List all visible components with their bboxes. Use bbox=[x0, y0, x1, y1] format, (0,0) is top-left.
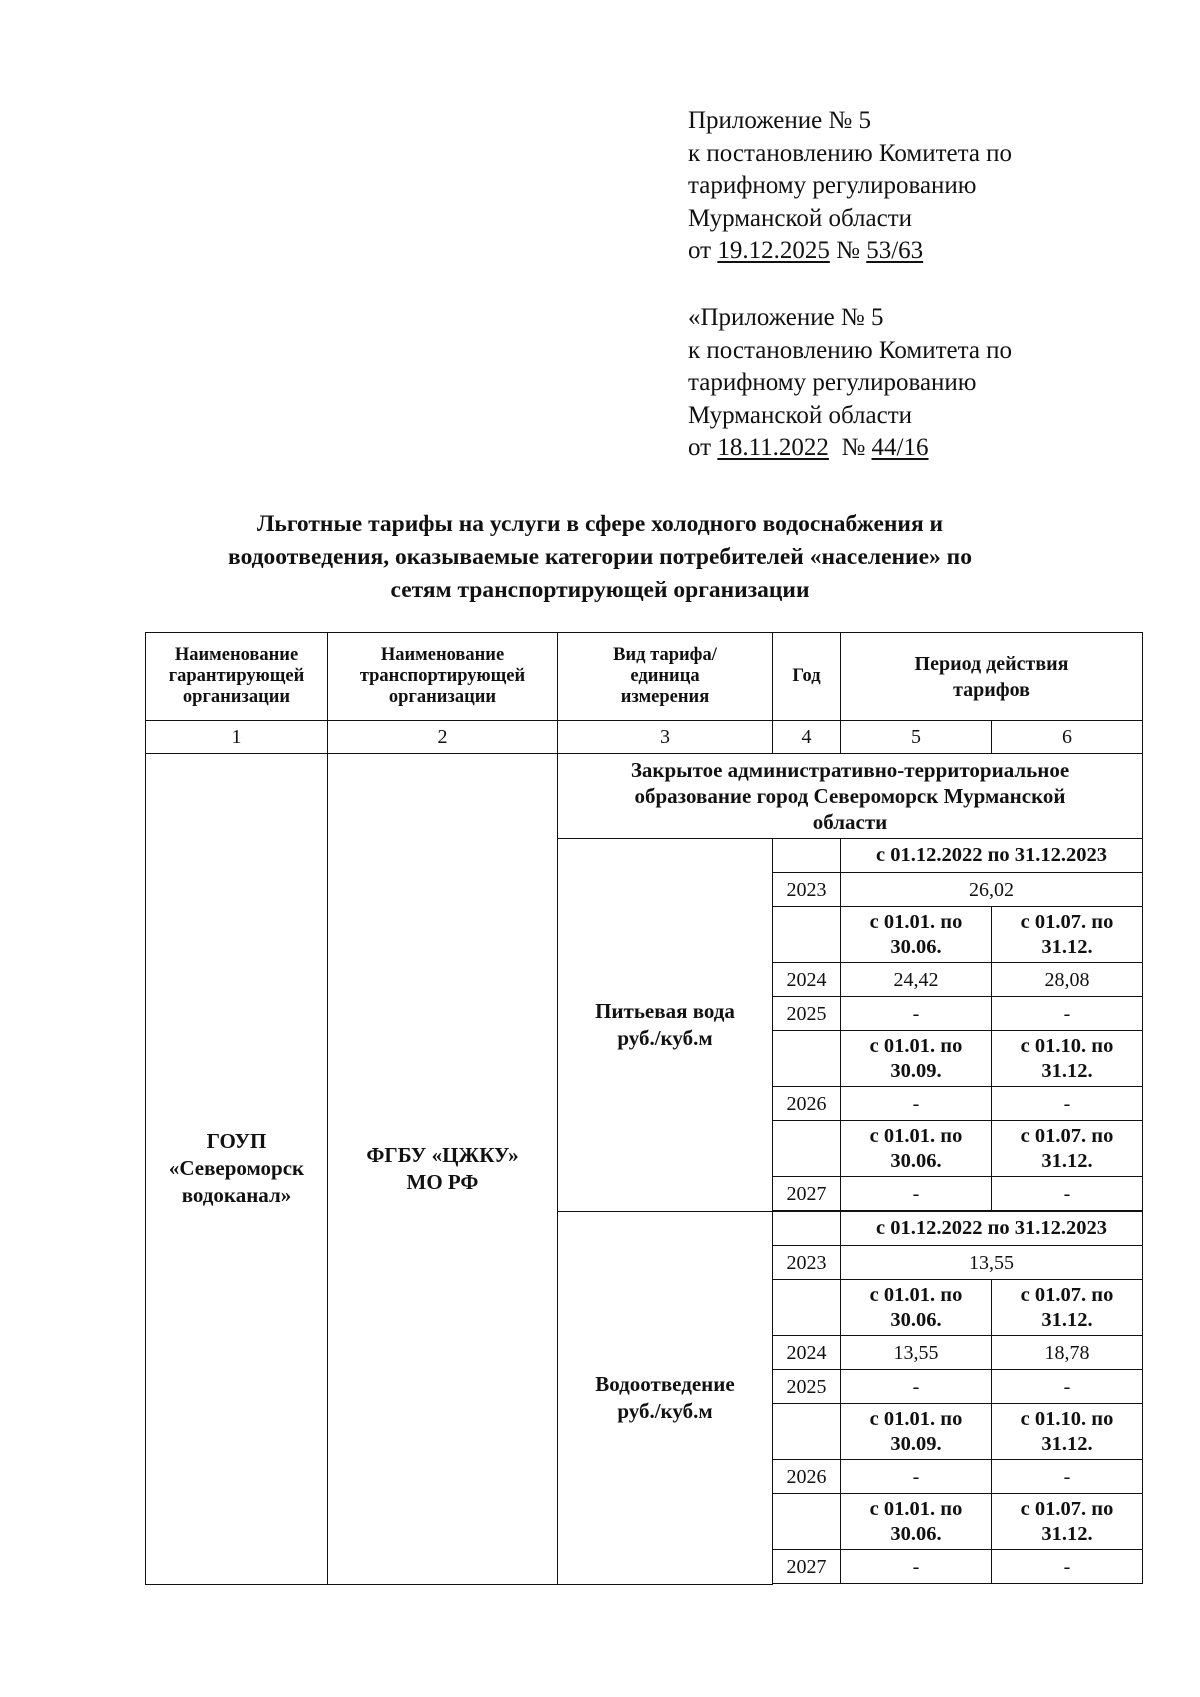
stamp-line: к постановлению Комитета по bbox=[688, 139, 1013, 167]
header-period: Период действия тарифов bbox=[841, 633, 1143, 721]
period-cell: с 01.07. по 31.12. bbox=[992, 907, 1143, 963]
period-cell: с 01.10. по 31.12. bbox=[992, 1404, 1143, 1460]
tariff-value: - bbox=[992, 997, 1143, 1031]
tariff-value: - bbox=[992, 1370, 1143, 1404]
stamp-number: 44/16 bbox=[871, 434, 929, 461]
period-cell: с 01.10. по 31.12. bbox=[992, 1031, 1143, 1087]
tariff-value: 18,78 bbox=[992, 1336, 1143, 1370]
tariff-value: - bbox=[841, 1550, 992, 1584]
year-cell: 2024 bbox=[773, 1336, 841, 1370]
stamp-line: «Приложение № 5 bbox=[688, 304, 884, 331]
col-number: 3 bbox=[558, 721, 773, 754]
tariff-kind-sewer: Водоотведение руб./куб.м bbox=[558, 1212, 773, 1585]
stamp-line: тарифному регулированию bbox=[688, 369, 977, 396]
tariff-value: 26,02 bbox=[841, 873, 1143, 907]
period-cell: с 01.01. по 30.09. bbox=[841, 1404, 992, 1460]
year-cell: 2025 bbox=[773, 1370, 841, 1404]
period-cell: с 01.07. по 31.12. bbox=[992, 1121, 1143, 1177]
stamp-date-line bbox=[688, 235, 1012, 268]
col-number: 5 bbox=[841, 721, 992, 754]
period-cell: с 01.07. по 31.12. bbox=[992, 1280, 1143, 1336]
tariff-table bbox=[145, 632, 1143, 1585]
stamp-number: 53/63 bbox=[866, 237, 924, 264]
tariff-value: - bbox=[841, 1177, 992, 1211]
col-number: 4 bbox=[773, 721, 841, 754]
guarantor-name: ГОУП «Североморск водоканал» bbox=[146, 754, 328, 1585]
period-cell: с 01.01. по 30.06. bbox=[841, 907, 992, 963]
year-cell-empty bbox=[773, 839, 841, 873]
tariff-value: 13,55 bbox=[841, 1246, 1143, 1280]
stamp-date: 19.12.2025 bbox=[717, 237, 830, 264]
year-cell: 2027 bbox=[773, 1550, 841, 1584]
tariff-value: - bbox=[841, 1370, 992, 1404]
title-line: водоотведения, оказываемые категории потребителей «население» по bbox=[228, 544, 972, 570]
header-tariff-kind: Вид тарифа/ единица измерения bbox=[558, 633, 773, 721]
period-cell: с 01.01. по 30.06. bbox=[841, 1121, 992, 1177]
year-cell: 2026 bbox=[773, 1087, 841, 1121]
appendix-stamp-current bbox=[688, 105, 1012, 268]
col-number: 6 bbox=[992, 721, 1143, 754]
period-cell: с 01.01. по 30.06. bbox=[841, 1494, 992, 1550]
year-cell-empty bbox=[773, 1031, 841, 1087]
year-cell: 2025 bbox=[773, 997, 841, 1031]
period-cell: с 01.01. по 30.06. bbox=[841, 1280, 992, 1336]
tariff-value: - bbox=[841, 1087, 992, 1121]
stamp-line: тарифному регулированию bbox=[688, 172, 977, 199]
col-number: 1 bbox=[146, 721, 328, 754]
header-row bbox=[146, 633, 1143, 721]
appendix-stamp-original bbox=[688, 302, 1012, 465]
column-number-row bbox=[146, 721, 1143, 754]
period-full: с 01.12.2022 по 31.12.2023 bbox=[841, 1212, 1143, 1246]
year-cell: 2027 bbox=[773, 1177, 841, 1211]
year-cell-empty bbox=[773, 1494, 841, 1550]
tariff-value: 13,55 bbox=[841, 1336, 992, 1370]
region-row bbox=[146, 754, 1143, 839]
stamp-line: Мурманской области bbox=[688, 204, 913, 232]
tariff-value: - bbox=[992, 1550, 1143, 1584]
stamp-line: Мурманской области bbox=[688, 401, 913, 429]
year-cell-empty bbox=[773, 1280, 841, 1336]
header-transporter: Наименование транспортирующей организации bbox=[328, 633, 558, 721]
year-cell: 2024 bbox=[773, 963, 841, 997]
tariff-value: - bbox=[992, 1177, 1143, 1211]
document-title bbox=[150, 508, 1050, 607]
title-line: Льготные тарифы на услуги в сфере холодного водоснабжения и bbox=[256, 511, 944, 537]
year-cell-empty bbox=[773, 1121, 841, 1177]
stamp-line: к постановлению Комитета по bbox=[688, 336, 1013, 364]
stamp-prefix: от bbox=[688, 237, 712, 264]
stamp-line: Приложение № 5 bbox=[688, 107, 872, 134]
year-cell: 2023 bbox=[773, 1246, 841, 1280]
transporter-name: ФГБУ «ЦЖКУ» МО РФ bbox=[328, 754, 558, 1585]
period-cell: с 01.01. по 30.09. bbox=[841, 1031, 992, 1087]
year-cell-empty bbox=[773, 1212, 841, 1246]
period-full: с 01.12.2022 по 31.12.2023 bbox=[841, 839, 1143, 873]
year-cell: 2023 bbox=[773, 873, 841, 907]
year-cell-empty bbox=[773, 1404, 841, 1460]
header-year: Год bbox=[773, 633, 841, 721]
region-name: Закрытое административно-территориальное образование город Североморск Мурманской области bbox=[558, 754, 1143, 839]
year-cell: 2026 bbox=[773, 1460, 841, 1494]
period-cell: с 01.07. по 31.12. bbox=[992, 1494, 1143, 1550]
stamp-num-sign: № bbox=[841, 434, 866, 461]
year-cell-empty bbox=[773, 907, 841, 963]
stamp-date: 18.11.2022 bbox=[717, 434, 829, 461]
stamp-num-sign: № bbox=[836, 237, 860, 264]
header-guarantor: Наименование гарантирующей организации bbox=[146, 633, 328, 721]
stamp-prefix: от bbox=[688, 434, 712, 461]
tariff-value: 24,42 bbox=[841, 963, 992, 997]
tariff-value: - bbox=[992, 1460, 1143, 1494]
tariff-kind-water: Питьевая вода руб./куб.м bbox=[558, 839, 773, 1212]
tariff-value: 28,08 bbox=[992, 963, 1143, 997]
col-number: 2 bbox=[328, 721, 558, 754]
stamp-date-line bbox=[688, 432, 1012, 465]
tariff-value: - bbox=[992, 1087, 1143, 1121]
title-line: сетям транспортирующей организации bbox=[390, 577, 810, 603]
tariff-value: - bbox=[841, 1460, 992, 1494]
tariff-value: - bbox=[841, 997, 992, 1031]
